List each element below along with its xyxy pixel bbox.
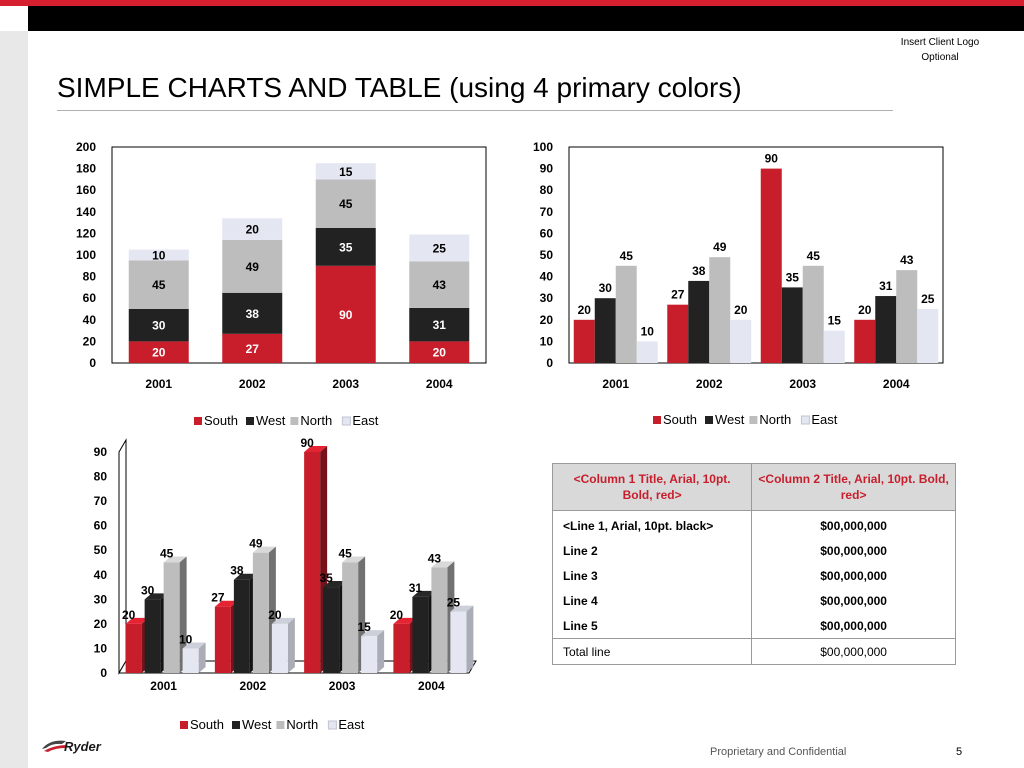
data-label: 31 bbox=[408, 580, 423, 595]
bar-east bbox=[450, 612, 466, 673]
data-label: 38 bbox=[692, 263, 706, 278]
y-tick-label: 20 bbox=[93, 616, 107, 631]
data-label: 20 bbox=[432, 345, 446, 360]
table-row bbox=[553, 613, 956, 639]
legend-swatch-east bbox=[328, 721, 336, 729]
table-header-row bbox=[553, 464, 956, 511]
bar-west bbox=[688, 281, 709, 363]
data-label: 27 bbox=[671, 287, 685, 302]
y-tick-label: 60 bbox=[93, 518, 107, 533]
y-tick-label: 90 bbox=[93, 445, 107, 459]
x-tick-label: 2004 bbox=[425, 377, 453, 391]
y-tick-label: 50 bbox=[93, 543, 107, 558]
data-label: 35 bbox=[339, 240, 353, 255]
data-label: 45 bbox=[619, 248, 633, 263]
data-label: 20 bbox=[121, 607, 136, 622]
legend-label-west: West bbox=[256, 413, 286, 428]
y-tick-label: 80 bbox=[82, 269, 96, 284]
table-row bbox=[553, 511, 956, 539]
data-label: 15 bbox=[827, 313, 841, 328]
x-tick-label: 2004 bbox=[882, 377, 910, 391]
y-tick-label: 40 bbox=[82, 312, 96, 327]
legend-label-south: South bbox=[663, 412, 697, 427]
data-label: 45 bbox=[806, 248, 820, 263]
bar-west bbox=[595, 298, 616, 363]
data-label: 45 bbox=[338, 546, 352, 561]
data-label: 20 bbox=[734, 302, 748, 317]
legend-label-north: North bbox=[286, 717, 319, 732]
data-label: 30 bbox=[152, 318, 166, 333]
data-label: 27 bbox=[245, 341, 259, 356]
bar-east bbox=[361, 636, 377, 673]
legend-label-north: North bbox=[759, 412, 792, 427]
legend-swatch-south bbox=[194, 417, 202, 425]
y-tick-label: 10 bbox=[93, 641, 107, 656]
legend-label-north: North bbox=[300, 413, 333, 428]
legend-swatch-south bbox=[180, 721, 188, 729]
y-tick-label: 30 bbox=[93, 592, 107, 607]
x-tick-label: 2002 bbox=[238, 377, 266, 391]
y-tick-label: 0 bbox=[546, 356, 553, 370]
data-label: 38 bbox=[230, 563, 244, 578]
x-tick-label: 2002 bbox=[239, 679, 267, 693]
y-tick-label: 100 bbox=[532, 140, 553, 154]
bar-west bbox=[412, 597, 428, 673]
y-tick-label: 60 bbox=[82, 291, 96, 306]
page-number: 5 bbox=[956, 746, 963, 758]
y-tick-label: 80 bbox=[93, 469, 107, 484]
bar-north bbox=[342, 563, 358, 674]
table-row bbox=[553, 588, 956, 613]
data-label: 90 bbox=[339, 307, 353, 322]
bar-north bbox=[896, 270, 917, 363]
bar-east bbox=[730, 320, 751, 363]
table-cell-value: $00,000,000 bbox=[752, 588, 956, 613]
data-label: 20 bbox=[389, 607, 404, 622]
legend-swatch-south bbox=[653, 416, 661, 424]
x-tick-label: 2001 bbox=[150, 679, 177, 693]
data-label: 10 bbox=[152, 248, 166, 263]
legend-label-south: South bbox=[204, 413, 238, 428]
data-label: 25 bbox=[432, 241, 446, 256]
data-label: 20 bbox=[152, 345, 166, 360]
bar-east bbox=[637, 341, 658, 363]
stacked-bar-chart bbox=[76, 140, 486, 391]
bar-north bbox=[253, 553, 269, 673]
y-tick-label: 100 bbox=[75, 248, 96, 262]
y-tick-label: 20 bbox=[539, 312, 553, 327]
data-label: 30 bbox=[598, 281, 612, 296]
bar-south bbox=[215, 607, 231, 673]
x-tick-label: 2004 bbox=[418, 679, 445, 693]
table-cell-label: Line 2 bbox=[553, 538, 752, 563]
legend-label-south: South bbox=[190, 717, 224, 732]
bar-west bbox=[782, 287, 803, 363]
bar-south bbox=[304, 452, 320, 673]
data-label: 38 bbox=[245, 306, 259, 321]
data-label: 10 bbox=[640, 324, 654, 339]
table-header-col2: <Column 2 Title, Arial, 10pt. Bold, red> bbox=[752, 464, 956, 511]
y-tick-label: 120 bbox=[75, 226, 96, 241]
data-label: 20 bbox=[245, 222, 259, 237]
table-cell-value: $00,000,000 bbox=[752, 511, 956, 539]
ryder-logo-text: Ryder bbox=[64, 739, 101, 754]
bar-side-east bbox=[466, 606, 473, 673]
bar-west bbox=[875, 296, 896, 363]
bar-north bbox=[431, 567, 447, 673]
data-label: 27 bbox=[211, 590, 225, 605]
data-label: 20 bbox=[858, 302, 872, 317]
y-tick-label: 20 bbox=[82, 334, 96, 349]
data-label: 25 bbox=[921, 292, 935, 306]
x-tick-label: 2001 bbox=[145, 377, 173, 391]
bar-south bbox=[854, 320, 875, 363]
table-cell-label: Line 3 bbox=[553, 563, 752, 588]
y-tick-label: 10 bbox=[539, 334, 553, 349]
table-cell-value: $00,000,000 bbox=[752, 613, 956, 639]
bar-east bbox=[183, 648, 199, 673]
side-wall bbox=[119, 440, 126, 673]
table-cell-value: $00,000,000 bbox=[752, 538, 956, 563]
y-tick-label: 30 bbox=[539, 291, 553, 306]
client-logo-line2: Optional bbox=[921, 52, 959, 63]
clustered-3d-bar-chart bbox=[94, 436, 476, 693]
y-tick-label: 140 bbox=[75, 204, 96, 219]
legend-swatch-north bbox=[276, 721, 284, 729]
y-tick-label: 80 bbox=[539, 183, 553, 198]
legend-swatch-east bbox=[801, 416, 809, 424]
bar-north bbox=[616, 266, 637, 363]
table-cell-value: $00,000,000 bbox=[752, 563, 956, 588]
bar-south bbox=[393, 624, 409, 673]
data-label: 15 bbox=[357, 620, 371, 635]
bar-south bbox=[667, 305, 688, 363]
bar-south bbox=[574, 320, 595, 363]
x-tick-label: 2001 bbox=[602, 377, 630, 391]
x-tick-label: 2003 bbox=[332, 377, 360, 391]
legend-swatch-north bbox=[290, 417, 298, 425]
y-tick-label: 200 bbox=[75, 140, 96, 154]
bar-north bbox=[803, 266, 824, 363]
table-total-row bbox=[553, 639, 956, 665]
data-label: 25 bbox=[446, 595, 461, 610]
data-label: 49 bbox=[245, 259, 259, 274]
y-tick-label: 90 bbox=[539, 161, 553, 176]
data-label: 45 bbox=[152, 278, 166, 293]
bar-north bbox=[709, 257, 730, 363]
bar-north bbox=[164, 563, 180, 674]
data-label: 45 bbox=[339, 197, 353, 212]
y-tick-label: 70 bbox=[93, 494, 107, 509]
table-row bbox=[553, 563, 956, 588]
legend-label-east: East bbox=[338, 717, 365, 732]
bar-south bbox=[126, 624, 142, 673]
data-label: 49 bbox=[249, 536, 263, 551]
x-tick-label: 2002 bbox=[695, 377, 723, 391]
table-cell-label: <Line 1, Arial, 10pt. black> bbox=[553, 511, 752, 539]
client-logo-line1: Insert Client Logo bbox=[900, 37, 980, 48]
table-cell-label: Line 5 bbox=[553, 613, 752, 639]
data-label: 35 bbox=[785, 270, 799, 285]
legend-swatch-west bbox=[232, 721, 240, 729]
bar-west bbox=[234, 580, 250, 673]
clustered-bar-chart bbox=[533, 140, 943, 391]
legend-label-east: East bbox=[811, 412, 838, 427]
legend-swatch-north bbox=[749, 416, 757, 424]
data-label: 49 bbox=[713, 240, 727, 255]
x-tick-label: 2003 bbox=[789, 377, 817, 391]
data-table bbox=[552, 463, 956, 665]
data-label: 45 bbox=[159, 546, 174, 561]
bar-side-east bbox=[377, 630, 384, 673]
y-tick-label: 0 bbox=[100, 666, 107, 680]
data-label: 90 bbox=[764, 151, 778, 166]
ryder-logo bbox=[40, 736, 115, 756]
data-label: 35 bbox=[319, 571, 333, 586]
data-label: 30 bbox=[140, 583, 155, 598]
bar-south bbox=[761, 169, 782, 363]
data-label: 43 bbox=[427, 551, 442, 566]
footer-confidential: Proprietary and Confidential bbox=[710, 746, 847, 758]
y-tick-label: 40 bbox=[539, 269, 553, 284]
data-label: 43 bbox=[432, 278, 446, 293]
bar-east bbox=[917, 309, 938, 363]
bar-east bbox=[824, 331, 845, 363]
y-tick-label: 50 bbox=[539, 248, 553, 262]
table-row bbox=[553, 538, 956, 563]
bar-west bbox=[323, 587, 339, 673]
legend-label-west: West bbox=[242, 717, 272, 732]
table-cell-label: Line 4 bbox=[553, 588, 752, 613]
data-label: 15 bbox=[339, 164, 353, 179]
data-label: 20 bbox=[268, 607, 282, 622]
bar-side-east bbox=[288, 618, 295, 673]
bar-west bbox=[145, 599, 161, 673]
table-total-label: Total line bbox=[553, 639, 752, 665]
y-tick-label: 70 bbox=[539, 204, 553, 219]
y-tick-label: 40 bbox=[93, 567, 107, 582]
bar-east bbox=[272, 624, 288, 673]
data-label: 20 bbox=[577, 302, 591, 317]
slide-title: SIMPLE CHARTS AND TABLE (using 4 primary colors) bbox=[57, 72, 742, 103]
data-label: 31 bbox=[879, 279, 893, 294]
x-tick-label: 2003 bbox=[328, 679, 356, 693]
legend-swatch-west bbox=[246, 417, 254, 425]
y-tick-label: 0 bbox=[89, 356, 96, 370]
legend-swatch-east bbox=[342, 417, 350, 425]
data-label: 31 bbox=[432, 318, 446, 333]
table-header-col1: <Column 1 Title, Arial, 10pt. Bold, red> bbox=[553, 464, 752, 511]
y-tick-label: 60 bbox=[539, 226, 553, 241]
data-label: 10 bbox=[178, 632, 193, 647]
y-tick-label: 160 bbox=[75, 183, 96, 198]
data-label: 43 bbox=[900, 253, 914, 268]
y-tick-label: 180 bbox=[75, 161, 96, 176]
table-total-value: $00,000,000 bbox=[752, 639, 956, 665]
legend-label-east: East bbox=[352, 413, 379, 428]
legend-label-west: West bbox=[715, 412, 745, 427]
legend-swatch-west bbox=[705, 416, 713, 424]
data-label: 90 bbox=[300, 436, 314, 450]
